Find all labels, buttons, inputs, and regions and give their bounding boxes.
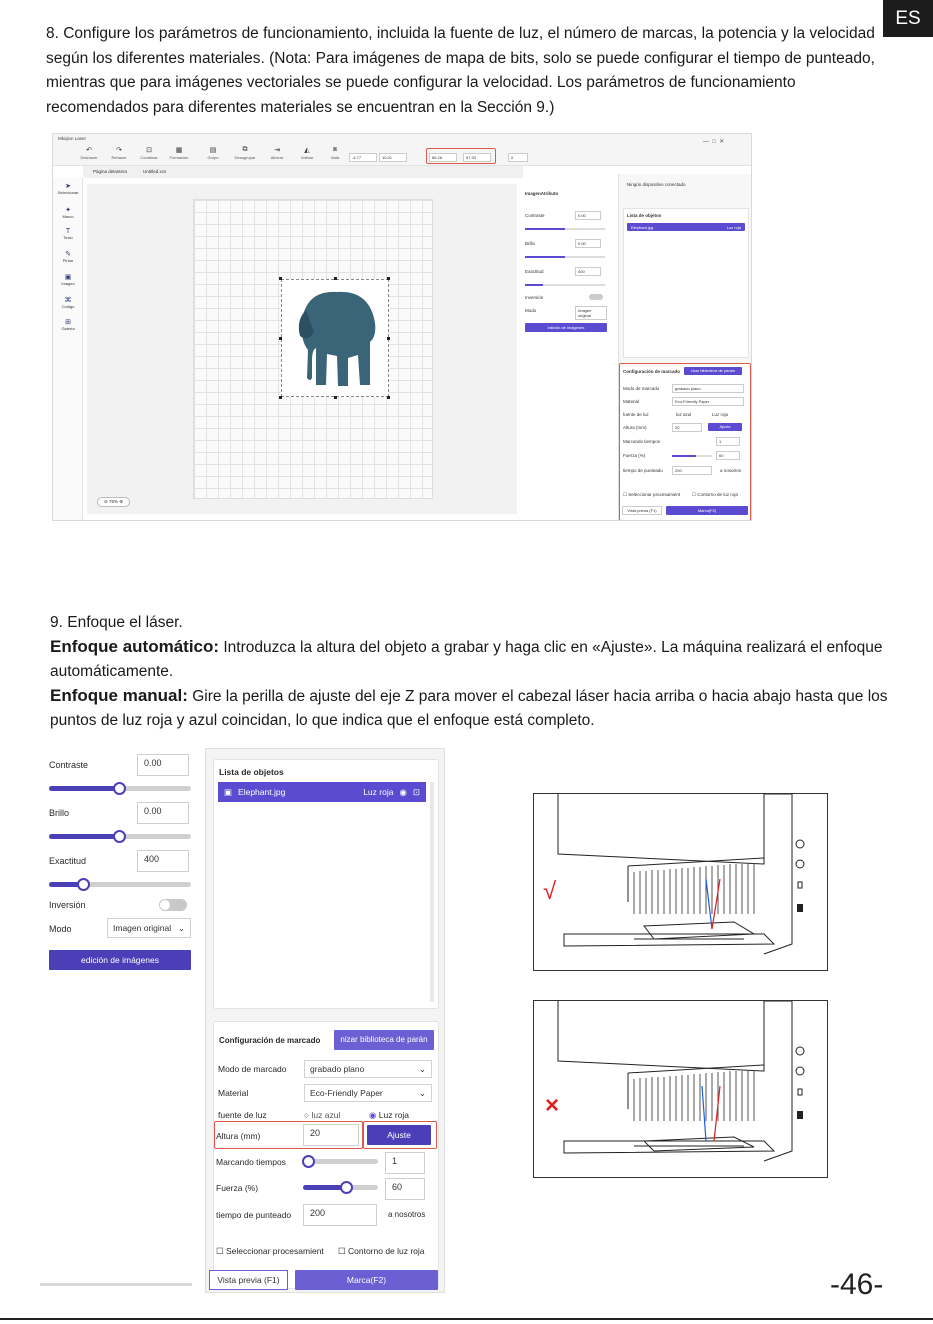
param-library-button[interactable]: Usar biblioteca de parám [684,367,742,375]
blue-light-option[interactable]: ○ luz azul [304,1110,341,1120]
contrast-label: Contraste [525,213,545,218]
object-list-title: Lista de objetos [627,213,662,218]
left-toolbar [53,178,83,521]
chevron-down-icon: ⌄ [418,1087,426,1098]
group-button[interactable]: ▤ Grupo [207,147,219,160]
dot-time-unit: a nosotros [388,1210,426,1219]
accuracy-slider[interactable] [49,882,191,887]
language-badge: ES [883,0,933,37]
page-number: -46- [830,1268,884,1301]
auto-focus-text: Introduzca la altura del objeto a grabar y haga clic en «Ajuste». La máquina realizará el enfoque automáticamente. [50,639,883,680]
times-input[interactable]: 1 [385,1152,425,1174]
mark-mode-label: Modo de marcado [218,1064,287,1074]
tab-bar [83,166,523,178]
eye-icon[interactable]: ◉ [399,786,407,797]
object-row[interactable]: Elephant.jpg Luz roja [627,223,745,231]
dot-time-unit: a nosotros [720,468,742,473]
brightness-label: Brillo [525,241,536,246]
contrast-label: Contraste [49,760,89,770]
height-label: Altura (mm) [216,1131,261,1141]
object-list-card [213,759,439,1009]
resize-handle[interactable] [387,337,390,340]
step-9-text [50,611,890,733]
accuracy-input[interactable]: 400 [137,850,189,872]
height-field[interactable]: 97.33 [463,153,491,162]
mark-mode-select[interactable]: grabado plano ⌄ [304,1060,432,1078]
contrast-knob[interactable] [113,782,126,795]
resize-handle[interactable] [387,277,390,280]
height-label: Altura (mm) [623,425,647,430]
inversion-label: Inversión [49,900,86,910]
device-status: Ningún dispositivo conectado [627,182,686,187]
elephant-image[interactable] [281,279,389,397]
mark-button[interactable]: Marca(F2) [666,506,748,515]
resize-handle[interactable] [334,277,337,280]
pos-x-field[interactable]: -4.77 [349,153,377,162]
contrast-slider[interactable] [525,228,605,230]
object-list-title: Lista de objetos [219,767,284,777]
divider [40,1283,192,1286]
footer-rule [0,1318,933,1320]
code-tool[interactable]: ⌘ Código [61,297,75,309]
angle-field[interactable]: 0 [508,153,528,162]
dot-time-label: tiempo de punteado [623,468,663,473]
paint-tool[interactable]: ✎ Pintar [62,251,74,263]
gallery-tool[interactable]: ⊞ Galería [61,319,75,331]
format-button[interactable]: ▦ Formación [169,147,189,160]
edit-image-button[interactable]: edición de imágenes [49,950,191,970]
zoom-control[interactable]: ⊖ 75% ⊕ [97,497,130,507]
dot-time-input[interactable]: 200 [672,466,712,475]
red-outline-checkbox[interactable]: ☐ Contorno de luz roja [692,492,738,497]
config-title: Configuración de marcado [623,369,681,374]
text-tool[interactable]: T Texto [63,228,73,240]
power-label: Fuerza (%) [623,453,646,458]
chevron-down-icon: ⌄ [418,1063,426,1074]
resize-handle[interactable] [279,277,282,280]
view-button[interactable]: ⧈ Vista [330,146,340,160]
correct-focus-figure [533,793,828,971]
brightness-input[interactable]: 0.00 [137,802,189,824]
dot-time-label: tiempo de punteado [216,1210,292,1220]
config-title: Configuración de marcado [219,1036,321,1045]
times-slider[interactable] [308,1159,378,1164]
tab-front-page[interactable]: Página delantera [93,169,128,174]
correct-check-mark: √ [543,878,557,905]
laser-machine-misaligned-illustration [534,1001,828,1178]
adjust-button[interactable]: Ajuste [367,1125,431,1145]
image-attributes-panel [523,189,611,339]
times-label: Marcando tiempos [216,1157,286,1167]
red-light-option[interactable]: ◉ Luz roja [369,1110,410,1120]
tab-untitled[interactable]: Untitled.xcs [143,169,167,174]
mode-select[interactable]: Imagen original [575,306,607,320]
inversion-toggle[interactable] [589,294,603,300]
resize-handle[interactable] [387,396,390,399]
step-9-heading: 9. Enfoque el láser. [50,614,183,631]
ungroup-button[interactable]: ⧉ Desagrupar [234,146,256,160]
mark-mode-select[interactable]: grabado plano [672,384,744,393]
contrast-input[interactable]: 0.00 [575,211,601,220]
times-knob[interactable] [302,1155,315,1168]
window-controls[interactable]: — □ ✕ [703,139,725,145]
redo-button[interactable]: ↷ Rehacer [111,147,127,160]
mode-label: Modo [49,924,72,934]
select-processing-checkbox[interactable]: ☐ Seleccionar procesamient [216,1246,324,1256]
brightness-label: Brillo [49,808,70,818]
chevron-down-icon: ⌄ [177,922,185,933]
mode-label: Modo [525,308,537,313]
preview-button[interactable]: Vista previa (F1) [622,506,662,515]
accuracy-input[interactable]: 400 [575,267,601,276]
resize-handle[interactable] [334,396,337,399]
param-library-button[interactable]: nizar biblioteca de parán [334,1030,434,1050]
power-label: Fuerza (%) [216,1183,259,1193]
inversion-label: Inversión [525,295,544,300]
power-slider[interactable] [672,455,712,457]
power-input[interactable]: 60 [716,451,740,460]
material-select[interactable]: Eco-Friendly Paper ⌄ [304,1084,432,1102]
brightness-input[interactable]: 0.00 [575,239,601,248]
software-screenshot [52,133,752,521]
image-tool[interactable]: ▣ Imagen [61,274,75,286]
inversion-toggle[interactable] [159,899,187,911]
light-source-label: fuente de luz [623,412,649,417]
resize-handle[interactable] [279,337,282,340]
auto-focus-heading: Enfoque automático: [50,637,220,656]
zoomed-attributes-panel [49,752,194,982]
step-8-text: 8. Configure los parámetros de funcionamiento, incluida la fuente de luz, el número de marcas, la potencia y la velocidad según los diferentes materiales. (Nota: Para imágenes de mapa de bits, solo se puede configurar el tiempo de punteado, mientras que para imágenes vectoriales se puede configurar la velocidad. Los parámetros de funcionamiento recomendados para diferentes materiales se encuentran en la Sección 9.) [46,25,875,116]
mark-mode-label: Modo de marcado [623,386,660,391]
times-input[interactable]: 1 [716,437,740,446]
select-tool[interactable]: ➤ Seleccionar [57,183,79,195]
undo-button[interactable]: ↶ Deshacer [80,147,98,160]
red-outline-checkbox[interactable]: ☐ Contorno de luz roja [338,1246,425,1256]
mark-button[interactable]: Marca(F2) [295,1270,438,1290]
blue-light-option[interactable]: luz azul [676,412,692,417]
elephant-picture [282,280,388,396]
adjust-button[interactable]: Ajuste [708,423,742,431]
times-label: Marcando tiempos [623,439,661,444]
accuracy-label: Exactitud [49,856,87,866]
height-input[interactable]: 20 [303,1124,359,1146]
edit-image-button[interactable]: edición de imágenes [525,323,607,332]
laser-machine-aligned-illustration [534,794,828,971]
contrast-input[interactable]: 0.00 [137,754,189,776]
attr-title: ImagenAtributo [525,191,559,196]
image-icon: ▣ [224,786,233,797]
incorrect-focus-figure [533,1000,828,1178]
brightness-knob[interactable] [113,830,126,843]
preview-button[interactable]: Vista previa (F1) [209,1270,288,1290]
accuracy-slider[interactable] [525,284,605,286]
resize-handle[interactable] [279,396,282,399]
align-button[interactable]: ⇥ Alinear [270,147,284,160]
app-title: Mkiqlon Laser [58,136,87,141]
frame-tool[interactable]: ✦ Marco [62,207,74,219]
width-field[interactable]: 85.26 [429,153,457,162]
object-row[interactable]: ▣ Elephant.jpg Luz roja ◉ ⊡ [218,782,426,802]
flip-button[interactable]: ◭ Voltear [300,147,314,160]
marking-config-panel [619,363,751,521]
dot-time-input[interactable]: 200 [303,1204,377,1226]
manual-focus-text: Gire la perilla de ajuste del eje Z para mover el cabezal láser hacia arriba o hacia abajo hasta que los puntos de luz roja y azul coincidan, lo que indica que el enfoque está completo. [50,688,888,729]
scrollbar[interactable] [430,782,434,1002]
combine-button[interactable]: ⊡ Combinar [140,147,158,160]
accuracy-label: Exactitud [525,269,544,274]
red-light-option[interactable]: Luz roja [712,412,729,417]
power-knob[interactable] [340,1181,353,1194]
accuracy-knob[interactable] [77,878,90,891]
pos-y-field[interactable]: 10.01 [379,153,407,162]
height-input[interactable]: 20 [672,423,702,432]
power-input[interactable]: 60 [385,1178,425,1200]
incorrect-cross-mark: × [545,1092,560,1119]
object-list-card [623,208,749,358]
material-label: Material [218,1088,249,1098]
lock-icon[interactable]: ⊡ [412,786,420,797]
select-processing-checkbox[interactable]: ☐ Seleccionar procesamient [623,492,681,497]
toolbar [53,134,752,166]
material-select[interactable]: Eco-Friendly Paper [672,397,744,406]
material-label: Material [623,399,640,404]
brightness-slider[interactable] [525,256,605,258]
light-source-label: fuente de luz [218,1110,267,1120]
mode-select[interactable]: Imagen original ⌄ [107,918,191,938]
manual-focus-heading: Enfoque manual: [50,686,188,705]
